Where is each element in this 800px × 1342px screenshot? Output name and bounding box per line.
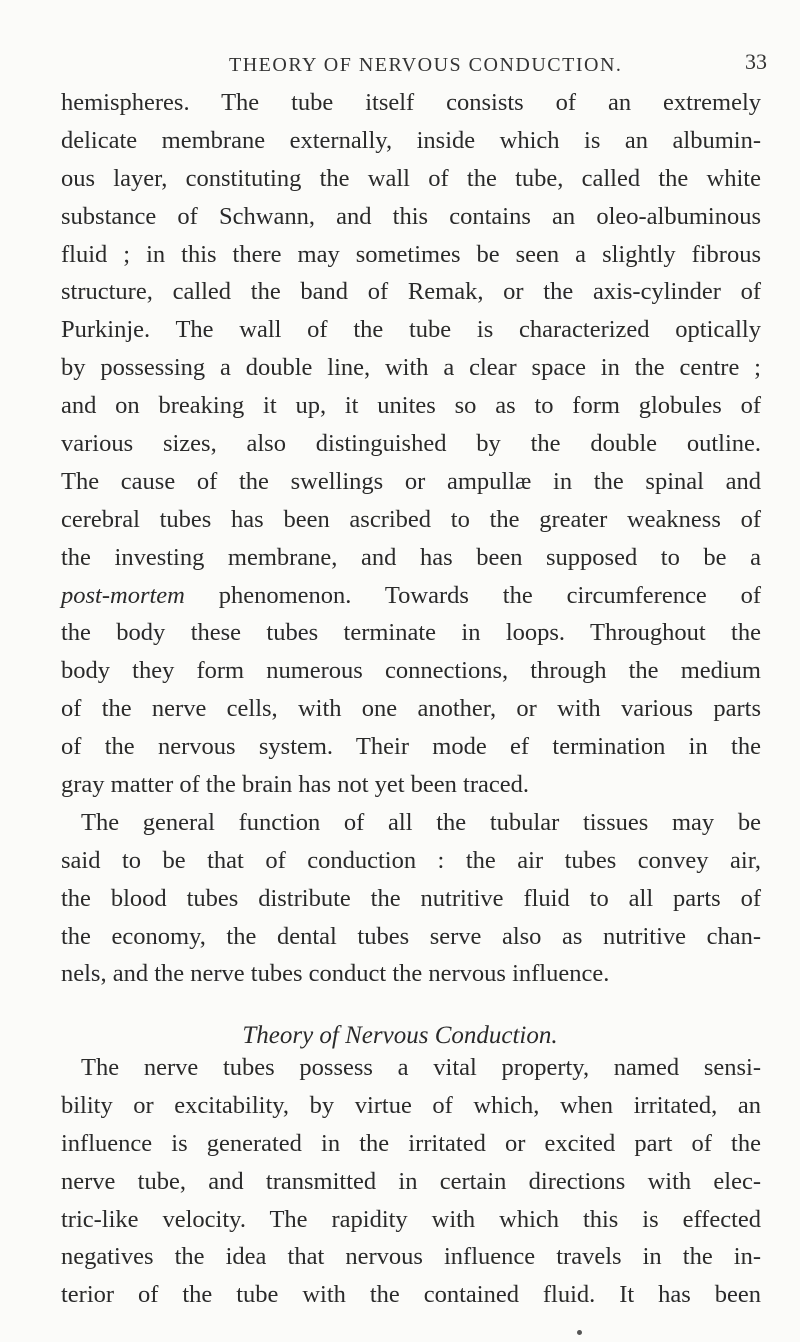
text-line: nerve tube, and transmitted in certain directions with elec-: [61, 1167, 761, 1195]
text-line: cerebral tubes has been ascribed to the greater weakness of: [61, 505, 761, 533]
text-line: the economy, the dental tubes serve also as nutritive chan-: [61, 922, 761, 950]
text-line: various sizes, also distinguished by the double outline.: [61, 430, 761, 458]
text-line: tric-like velocity. The rapidity with which this is effected: [61, 1205, 761, 1233]
text-span: phenomenon. Towards the circumference of: [184, 581, 761, 609]
text-line: body they form numerous connections, through the medium: [61, 657, 761, 685]
text-line: by possessing a double line, with a clear space in the centre ;: [61, 354, 761, 382]
text-line: fluid ; in this there may sometimes be seen a slightly fibrous: [61, 240, 761, 268]
text-line: the body these tubes terminate in loops. Throughout the: [61, 619, 761, 647]
text-line: substance of Schwann, and this contains an oleo-albuminous: [61, 202, 761, 230]
text-line: of the nerve cells, with one another, or with various parts: [61, 695, 761, 723]
running-head: THEORY OF NERVOUS CONDUCTION.: [229, 54, 623, 76]
body-text-top: [61, 84, 761, 993]
text-line: The cause of the swellings or ampullæ in the spinal and: [61, 467, 761, 495]
text-line: structure, called the band of Remak, or the axis-cylinder of: [61, 278, 761, 306]
body-text-bottom: [61, 1049, 761, 1314]
text-line: influence is generated in the irritated or excited part of the: [61, 1129, 761, 1157]
text-line: The general function of all the tubular tissues may be: [81, 808, 761, 836]
text-line: terior of the tube with the contained fluid. It has been: [61, 1281, 761, 1309]
text-line: the investing membrane, and has been supposed to be a: [61, 543, 761, 571]
text-line: the blood tubes distribute the nutritive fluid to all parts of: [61, 884, 761, 912]
text-line: negatives the idea that nervous influence travels in the in-: [61, 1243, 761, 1271]
text-line: Purkinje. The wall of the tube is characterized optically: [61, 316, 761, 344]
text-line: said to be that of conduction : the air tubes convey air,: [61, 846, 761, 874]
text-line: hemispheres. The tube itself consists of an extremely: [61, 89, 761, 116]
text-line: gray matter of the brain has not yet been traced.: [61, 771, 530, 799]
text-line: bility or excitability, by virtue of which, when irritated, an: [61, 1091, 761, 1119]
page-number: 33: [745, 49, 767, 74]
section-heading: Theory of Nervous Conduction.: [242, 1022, 558, 1049]
text-line: ous layer, constituting the wall of the tube, called the white: [61, 164, 761, 192]
text-line: of the nervous system. Their mode ef termination in the: [61, 733, 761, 761]
text-line: and on breaking it up, it unites so as to form globules of: [61, 392, 761, 420]
ink-speck: [577, 1330, 582, 1335]
text-line: nels, and the nerve tubes conduct the nervous influence.: [61, 960, 610, 988]
text-line: The nerve tubes possess a vital property, named sensi-: [81, 1054, 761, 1081]
text-line: [61, 577, 761, 615]
italic-term: post-mortem: [61, 581, 185, 609]
text-line: delicate membrane externally, inside which is an albumin-: [61, 126, 761, 154]
